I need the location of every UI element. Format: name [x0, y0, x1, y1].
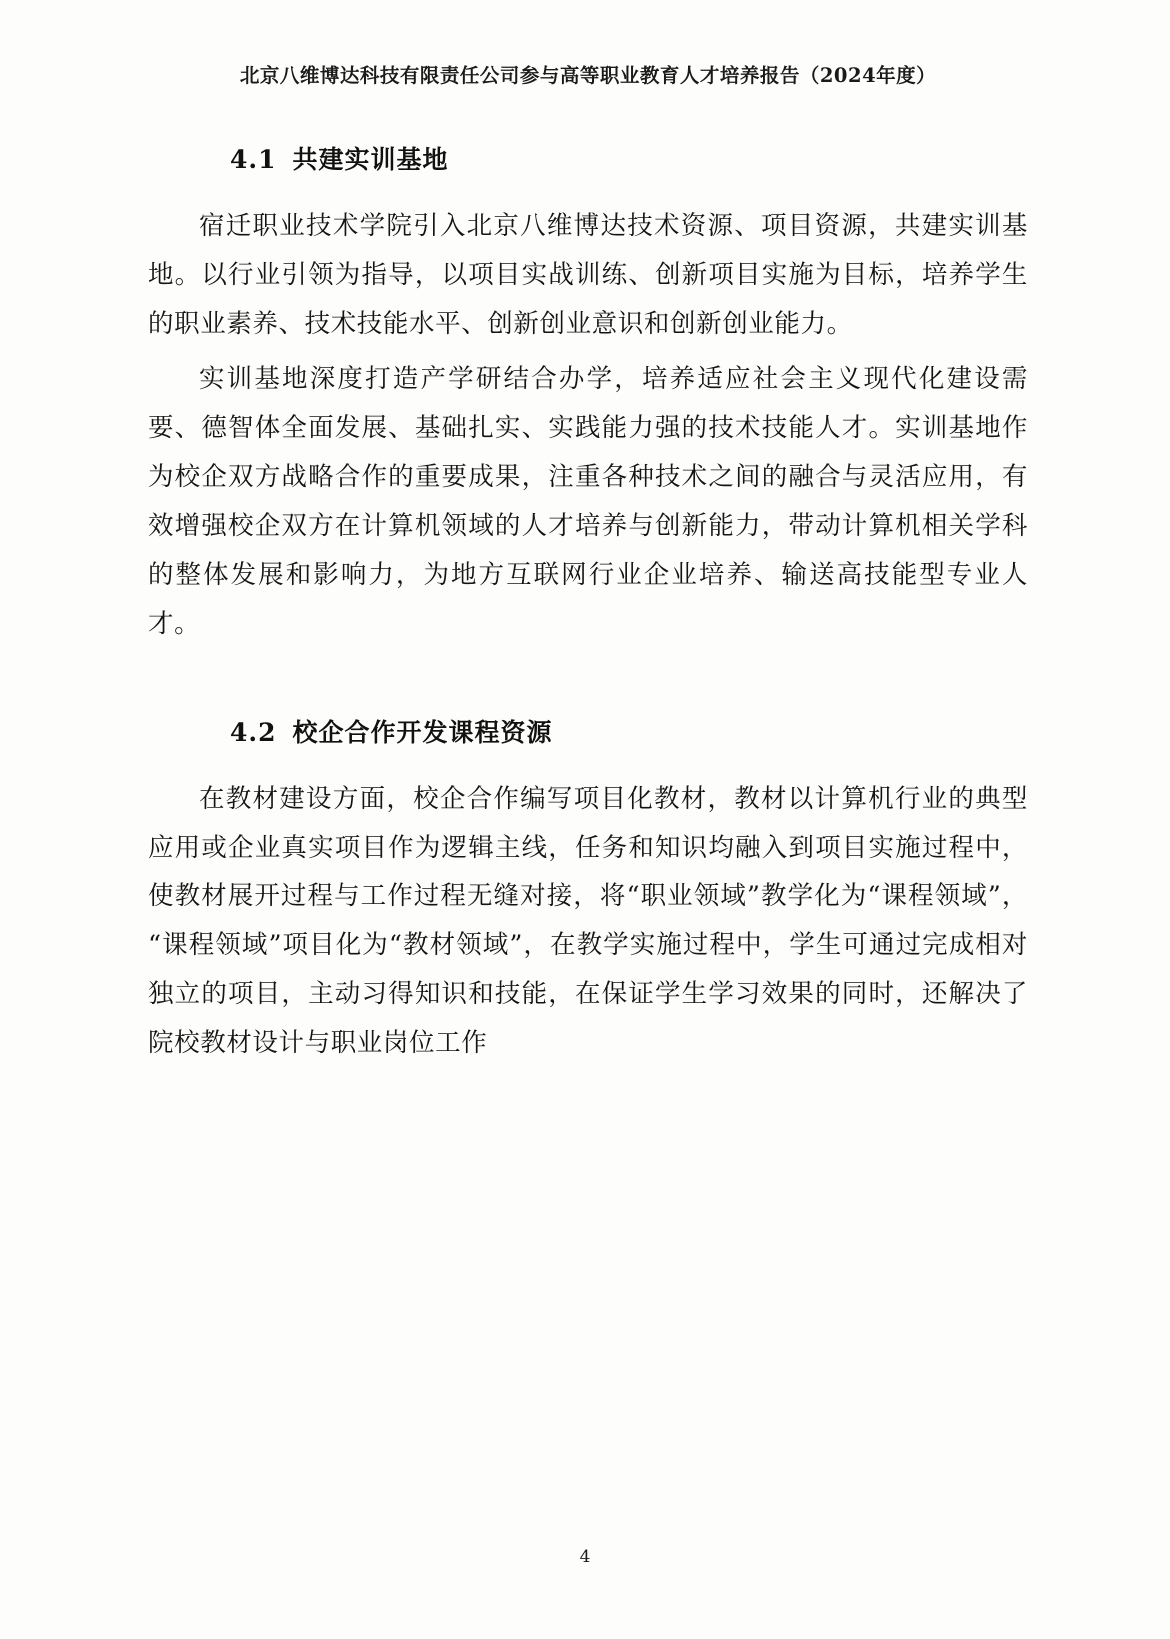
section-title: 校企合作开发课程资源 — [292, 717, 553, 747]
paragraph: 宿迁职业技术学院引入北京八维博达技术资源、项目资源，共建实训基地。以行业引领为指导，以项目实战训练、创新项目实施为目标，培养学生的职业素养、技术技能水平、创新创业意识和创新创业能力。 — [148, 211, 1028, 339]
page-content — [148, 60, 1028, 1074]
paragraph: 实训基地深度打造产学研结合办学，培养适应社会主义现代化建设需要、德智体全面发展、基础扎实、实践能力强的技术技能人才。实训基地作为校企双方战略合作的重要成果，注重各种技术之间的融合与灵活应用，有效增强校企双方在计算机领域的人才培养与创新能力，带动计算机相关学科的整体发展和影响力，为地方互联网行业企业培养、输送高技能型专业人才。 — [148, 363, 1028, 639]
section-title: 共建实训基地 — [292, 145, 449, 174]
section-spacer — [148, 655, 1028, 713]
running-header: 北京八维博达科技有限责任公司参与高等职业教育人才培养报告（2024年度） — [239, 64, 937, 87]
page-number: 4 — [579, 1547, 591, 1567]
section-heading-4-2 — [148, 713, 1028, 749]
paragraph: 在教材建设方面，校企合作编写项目化教材，教材以计算机行业的典型应用或企业真实项目作为逻辑主线，任务和知识均融入到项目实施过程中，使教材展开过程与工作过程无缝对接，将“职业领域”教学化为“课程领域”，“课程领域”项目化为“教材领域”，在教学实施过程中，学生可通过完成相对独立的项目，主动习得知识和技能，在保证学生学习效果的同时，还解决了院校教材设计与职业岗位工作 — [148, 783, 1028, 1059]
section-number: 4.2 — [230, 717, 277, 747]
section-heading-4-1 — [148, 140, 1028, 176]
section-number: 4.1 — [230, 145, 277, 174]
